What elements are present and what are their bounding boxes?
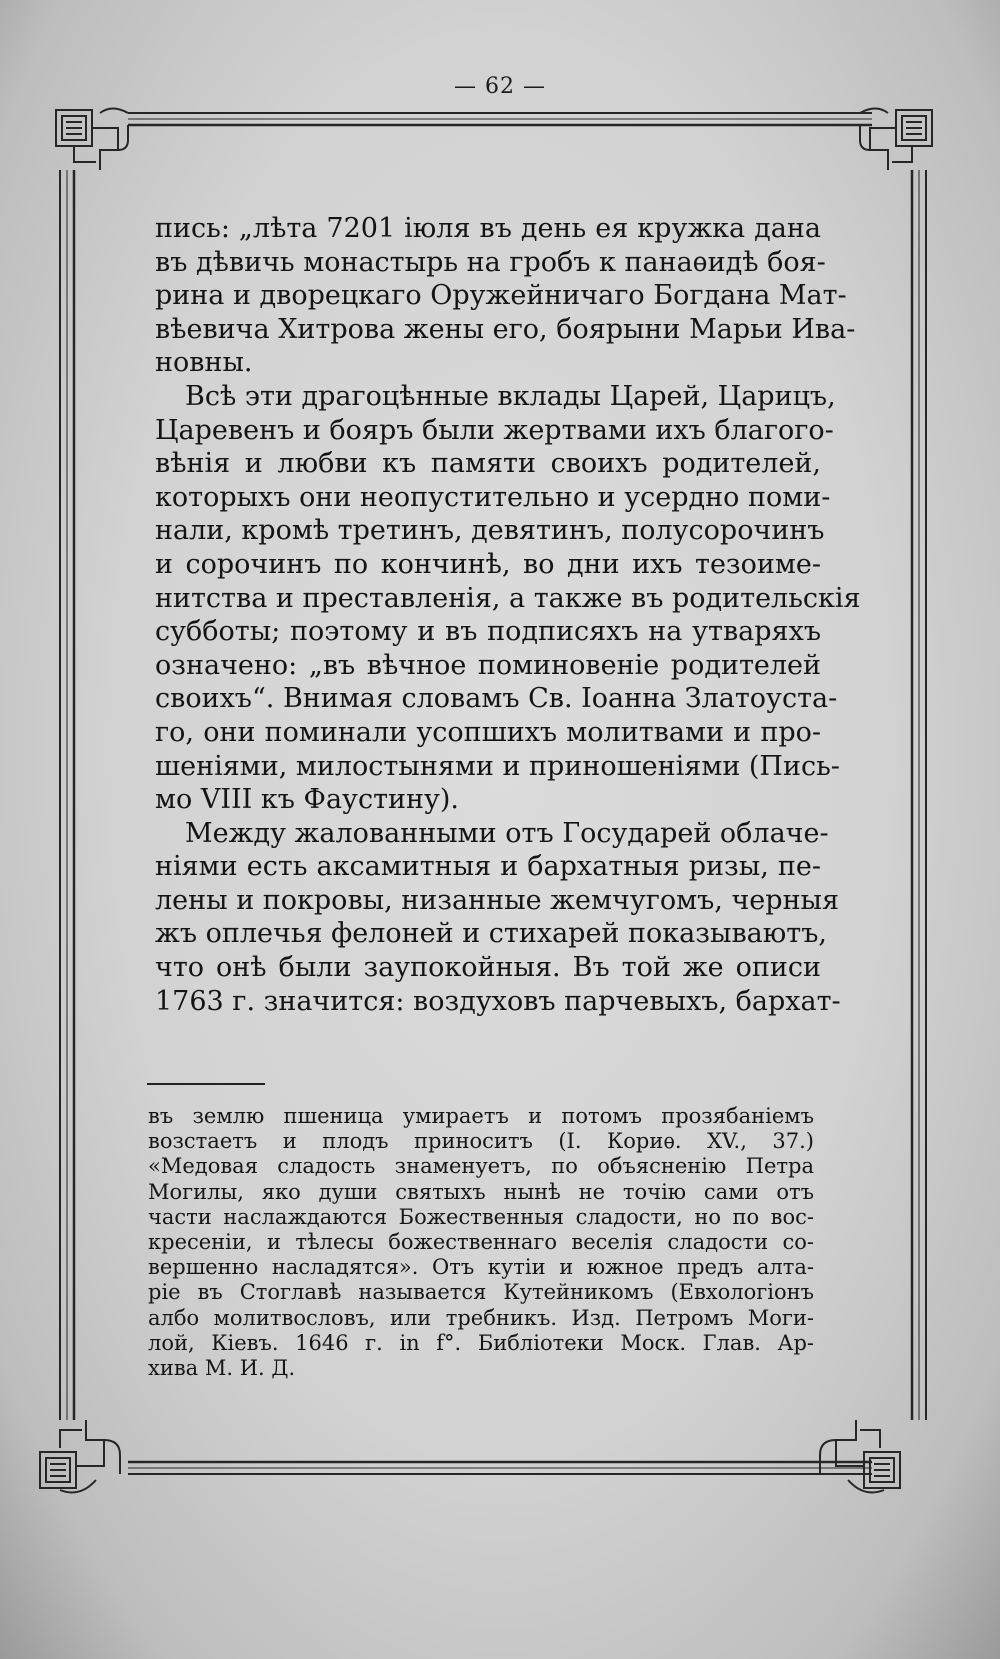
footnote-line: возстаетъ и плодъ приноситъ (I. Кориѳ. XV., 37.) <box>148 1129 814 1154</box>
text-line: пись: „лѣта 7201 іюля въ день ея кружка дана <box>155 213 821 244</box>
corner-ornament-bottom-right <box>820 1420 900 1492</box>
text-line: 1763 г. значится: воздуховъ парчевыхъ, бархат- <box>155 985 841 1017</box>
main-text-body <box>155 212 861 1018</box>
text-line: Между жалованными отъ Государей облаче- <box>185 817 829 849</box>
text-line: рина и дворецкаго Оружейничаго Богдана Мат- <box>155 280 847 312</box>
footnote-line: Могилы, яко души святыхъ нынѣ не точію сами отъ <box>148 1179 814 1204</box>
footnote-line: ріе въ Стоглавѣ называется Кутейникомъ (Евхологіонъ <box>148 1280 814 1305</box>
text-line: Царевенъ и бояръ были жертвами ихъ благого- <box>155 414 834 446</box>
text-line: которыхъ они неопустительно и усердно поми- <box>155 481 831 513</box>
text-line: Всѣ эти драгоцѣнные вклады Царей, Царицъ, <box>185 380 836 412</box>
text-line: вѣнія и любви къ памяти своихъ родителей, <box>155 448 821 480</box>
footnote-line: хива М. И. Д. <box>148 1356 296 1381</box>
text-line: что онѣ были заупокойныя. Въ той же описи <box>155 952 821 984</box>
footnote-line: кресеніи, и тѣлесы божественнаго веселія сладости со- <box>148 1230 814 1255</box>
text-line: и сорочинъ по кончинѣ, во дни ихъ тезоиме- <box>155 548 821 580</box>
text-line: означено: „въ вѣчное поминовеніе родителей <box>155 649 821 681</box>
footnote-line: части наслаждаются Божественныя сладости, но по вос- <box>148 1204 814 1229</box>
footnote-line: албо молитвословъ, или требникъ. Изд. Петромъ Моги- <box>148 1305 814 1330</box>
text-line: вѣевича Хитрова жены его, боярыни Марьи Ива- <box>155 313 856 345</box>
text-line: нитства и преставленія, а также въ родительскія <box>155 582 861 614</box>
corner-ornament-bottom-left <box>40 1420 120 1492</box>
footnote-line: вершенно насладятся». Отъ кутіи и южное предъ алта- <box>148 1255 814 1280</box>
footnote-separator <box>147 1083 265 1085</box>
text-line: мо VIII къ Фаустину). <box>155 784 460 816</box>
footnote-line: лой, Кіевъ. 1646 г. in f°. Библіотеки Моск. Глав. Ар- <box>148 1330 814 1355</box>
text-line: субботы; поэтому и въ подписяхъ на утваряхъ <box>155 616 821 648</box>
text-line: своихъ“. Внимая словамъ Св. Іоанна Златоуста- <box>155 683 838 715</box>
text-line: нали, кромѣ третинъ, девятинъ, полусорочинъ <box>155 515 825 547</box>
corner-ornament-top-right <box>860 109 932 171</box>
text-line: шеніями, милостынями и приношеніями (Пись- <box>155 750 840 782</box>
text-line: ніями есть аксамитныя и бархатныя ризы, пе- <box>155 851 821 883</box>
footnote-line: «Медовая сладость знаменуетъ, по объясненію Петра <box>148 1154 814 1179</box>
text-line: новны. <box>155 347 253 379</box>
text-line: въ дѣвичь монастырь на гробъ к панаѳидѣ боя- <box>155 246 826 278</box>
footnote <box>148 1104 814 1381</box>
text-line: лены и покровы, низанные жемчугомъ, черныя <box>155 884 840 916</box>
page-number: — 62 — <box>454 74 546 99</box>
text-line: го, они поминали усопшихъ молитвами и про- <box>155 716 821 748</box>
text-line: жъ оплечья фелоней и стихарей показываютъ, <box>155 918 827 950</box>
footnote-line: въ землю пшеница умираетъ и потомъ прозябаніемъ <box>148 1104 814 1128</box>
corner-ornament-top-left <box>56 109 128 171</box>
